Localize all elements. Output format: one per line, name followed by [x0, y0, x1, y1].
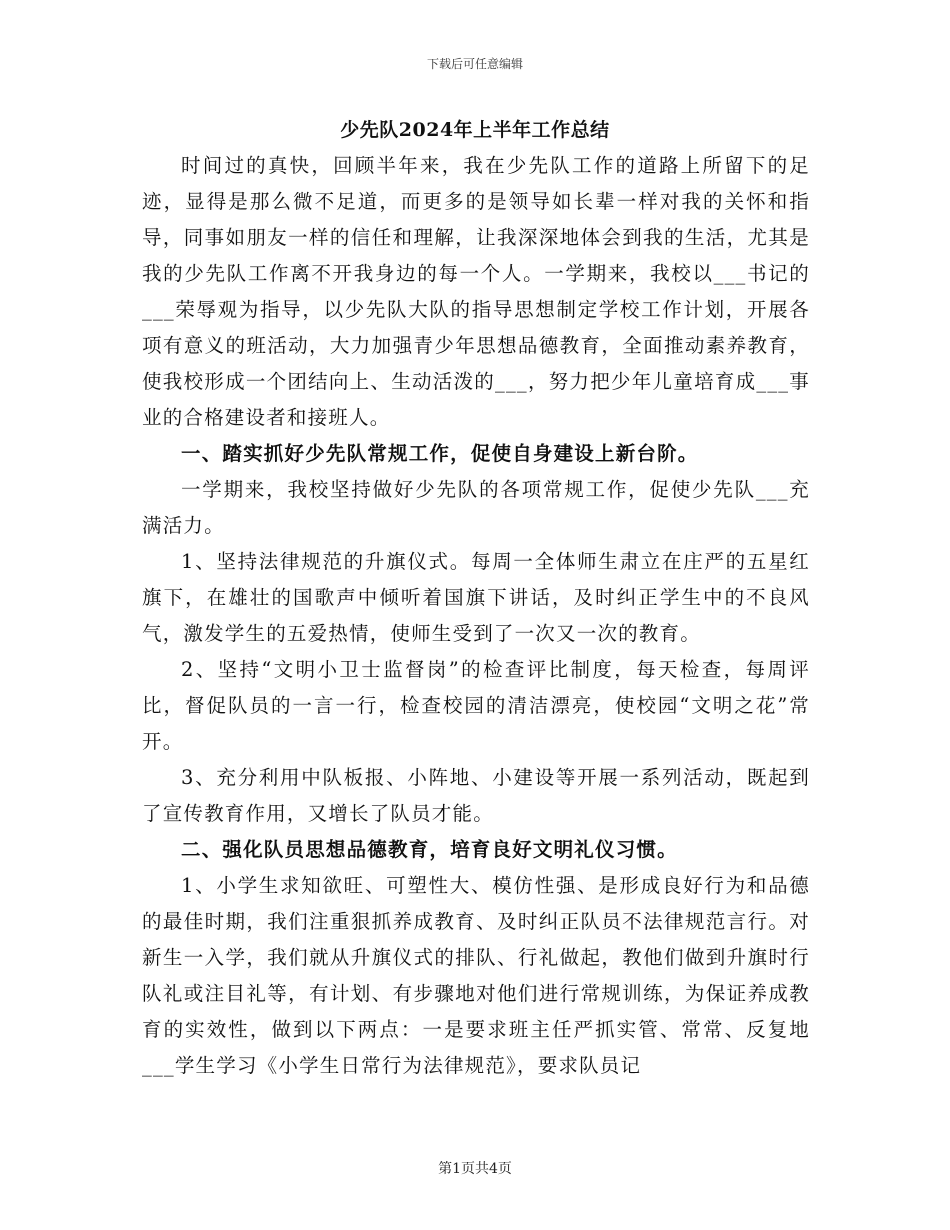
section-heading: 二、强化队员思想品德教育，培育良好文明礼仪习惯。 — [181, 838, 678, 861]
paragraph: 1、坚持法律规范的升旗仪式。每周一全体师生肃立在庄严的五星红旗下，在雄壮的国歌声中倾听着国旗下讲话，及时纠正学生中的不良风气，激发学生的五爱热情，使师生受到了一次又一次的教育。 — [142, 550, 810, 645]
section-heading: 一、踏实抓好少先队常规工作，促使自身建设上新台阶。 — [181, 442, 699, 465]
document-body — [142, 148, 810, 1084]
page-header-note: 下载后可任意编辑 — [426, 57, 523, 71]
document-title: 少先队2024年上半年工作总结 — [340, 119, 610, 141]
paragraph: 一学期来，我校坚持做好少先队的各项常规工作，促使少先队___充满活力。 — [142, 478, 810, 537]
paragraph: 3、充分利用中队板报、小阵地、小建设等开展一系列活动，既起到了宣传教育作用，又增长了队员才能。 — [142, 766, 810, 825]
page-number: 第1页共4页 — [438, 1161, 512, 1177]
paragraph: 2、坚持“文明小卫士监督岗”的检查评比制度，每天检查，每周评比，督促队员的一言一行，检查校园的清洁漂亮，使校园“文明之花”常开。 — [142, 658, 810, 753]
paragraph: 时间过的真快，回顾半年来，我在少先队工作的道路上所留下的足迹，显得是那么微不足道，而更多的是领导如长辈一样对我的关怀和指导，同事如朋友一样的信任和理解，让我深深地体会到我的生活，尤其是我的少先队工作离不开我身边的每一个人。一学期来，我校以___书记的___荣辱观为指导，以少先队大队的指导思想制定学校工作计划，开展各项有意义的班活动，大力加强青少年思想品德教育，全面推动素养教育，使我校形成一个团结向上、生动活泼的___，努力把少年儿童培育成___事业的合格建设者和接班人。 — [142, 154, 810, 429]
paragraph: 1、小学生求知欲旺、可塑性大、模仿性强、是形成良好行为和品德的最佳时期，我们注重狠抓养成教育、及时纠正队员不法律规范言行。对新生一入学，我们就从升旗仪式的排队、行礼做起，教他们做到升旗时行队礼或注目礼等，有计划、有步骤地对他们进行常规训练，为保证养成教育的实效性，做到以下两点：一是要求班主任严抓实管、常常、反复地___学生学习《小学生日常行为法律规范》，要求队员记 — [142, 874, 810, 1077]
